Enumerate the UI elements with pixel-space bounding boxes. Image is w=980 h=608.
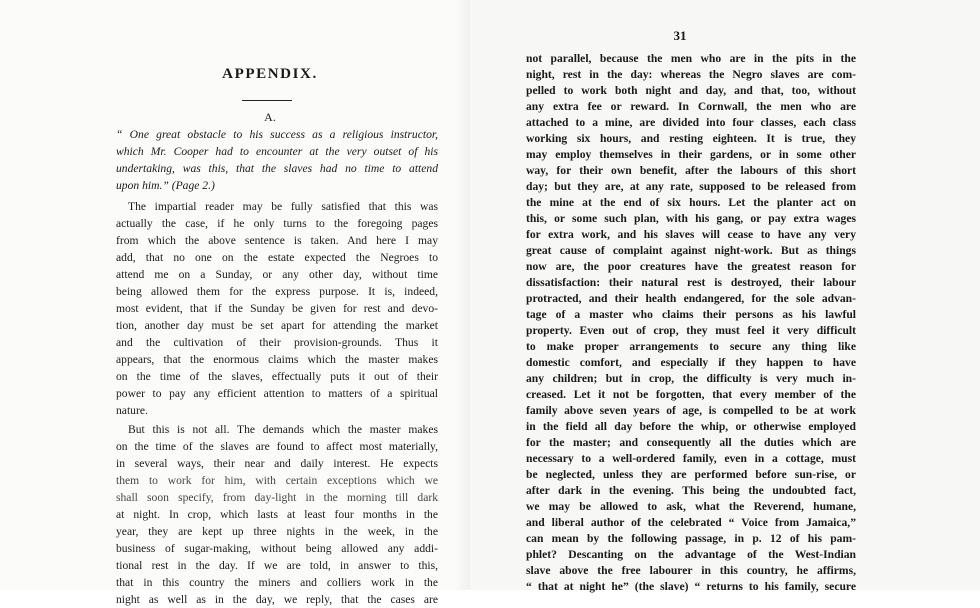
body-line: phlet? Descanting on the advantage of the West-Indian xyxy=(526,548,856,561)
body-line: for extra work, and his slaves will cease to have any very xyxy=(526,228,856,241)
body-line: to make proper arrangements to secure any thing like xyxy=(526,340,856,353)
section-letter: A. xyxy=(264,110,276,124)
body-line: night, rest in the day: whereas the Negro slaves are com- xyxy=(526,68,856,81)
body-line: being allowed them for the express purpose. It is, indeed, xyxy=(116,285,438,298)
body-line: in several ways, their near and daily interest. He expects xyxy=(116,457,438,470)
body-line: But this is not all. The demands which the master makes xyxy=(128,423,438,436)
body-line: night as well as in the day, we reply, that the cases are xyxy=(116,593,438,606)
body-line: after dark in the evening. This being the undoubted fact, xyxy=(526,484,856,497)
body-line: tage of a master who claims their persons as his lawful xyxy=(526,308,856,321)
body-line: and liberal author of the celebrated “ Voice from Jamaica,” xyxy=(526,516,856,529)
body-line: dissatisfaction: their natural rest is destroyed, their labour xyxy=(526,276,856,289)
page-number: 31 xyxy=(673,28,687,43)
quote-line: upon him.” (Page 2.) xyxy=(116,179,215,192)
appendix-heading: APPENDIX. xyxy=(222,66,318,82)
body-line: on the time of the slaves are found to affect most materially, xyxy=(116,440,438,453)
body-line: from which the above sentence is taken. And here I may xyxy=(116,234,438,247)
body-line: at night. In crop, which lasts at least four months in the xyxy=(116,508,438,521)
body-line: day; but they are, at any rate, supposed to be released from xyxy=(526,180,856,193)
body-line: we may be allowed to ask, what the Reverend, humane, xyxy=(526,500,856,513)
body-line: on the time of the slaves, effectually puts it out of their xyxy=(116,370,438,383)
body-line: way, for their own benefit, after the labours of this short xyxy=(526,164,856,177)
right-page xyxy=(470,0,980,593)
body-line: them to work for him, with certain exceptions which we xyxy=(116,474,438,487)
body-line: necessary to a well-ordered family, even in a cottage, must xyxy=(526,452,856,465)
body-line: add, that no one on the estate expected the Negroes to xyxy=(116,251,438,264)
body-line: any children; but in crop, the difficulty is very much in- xyxy=(526,372,856,385)
body-line: be neglected, unless they are performed before sun-rise, or xyxy=(526,468,856,481)
body-line: year, they are kept up three nights in the week, in the xyxy=(116,525,438,538)
body-line: for the master; and consequently all the duties which are xyxy=(526,436,856,449)
body-line: nature. xyxy=(116,404,148,417)
body-line: actually the case, if he only turns to the foregoing pages xyxy=(116,217,438,230)
body-line: working six hours, and resting eighteen. It is true, they xyxy=(526,132,856,145)
body-line: appears, that the enormous claims which the master makes xyxy=(116,353,438,366)
body-line: not parallel, because the men who are in the pits in the xyxy=(526,52,856,65)
body-line: this, or some such plan, with his gang, or pay extra wages xyxy=(526,212,856,225)
body-line: and the cultivation of their provision-grounds. Thus it xyxy=(116,336,438,349)
body-line: slave above the free labourer in this country, he affirms, xyxy=(526,564,856,577)
body-line: attached to a mine, are divided into four classes, each class xyxy=(526,116,856,129)
body-line: may employ themselves in their gardens, or in some other xyxy=(526,148,856,161)
body-line: power to pay any efficient attention to matters of a spiritual xyxy=(116,387,438,400)
body-line: domestic comfort, and especially if they happen to have xyxy=(526,356,856,369)
body-line: The impartial reader may be fully satisfied that this was xyxy=(128,200,438,213)
body-line: property. Even out of crop, they must feel it very difficult xyxy=(526,324,856,337)
body-line: “ that at night he” (the slave) “ returns to his family, secure xyxy=(526,580,856,593)
left-page xyxy=(0,0,470,606)
body-line: business of sugar-making, without being allowed any addi- xyxy=(116,542,438,555)
body-line: protracted, and their health endangered, for the sole advan- xyxy=(526,292,856,305)
body-line: shall soon specify, from day-light in the morning till dark xyxy=(116,491,438,504)
body-line: in the field all day before the whip, or otherwise employed xyxy=(526,420,856,433)
heading-rule xyxy=(242,100,292,101)
quote-line: which Mr. Cooper had to encounter at the very outset of his xyxy=(116,145,438,158)
body-line: family above seven years of age, is compelled to be at work xyxy=(526,404,856,417)
body-line: attend me on a Sunday, or any other day, without time xyxy=(116,268,438,281)
body-line: pelled to work both night and day, and that, too, without xyxy=(526,84,856,97)
body-line: great cause of complaint against night-work. But as things xyxy=(526,244,856,257)
quote-line: undertaking, was this, that the slaves had no time to attend xyxy=(116,162,438,175)
body-line: the mine at the end of six hours. Let the planter act on xyxy=(526,196,856,209)
body-line: now are, the poor creatures have the greatest reason for xyxy=(526,260,856,273)
body-line: most evident, that if the Sunday be given for rest and devo- xyxy=(116,302,438,315)
body-line: any extra fee or reward. In Cornwall, the men who are xyxy=(526,100,856,113)
body-line: tional rest in the day. If we are told, in answer to this, xyxy=(116,559,438,572)
body-line: can mean by the following passage, in p. 12 of his pam- xyxy=(526,532,856,545)
quote-line: “ One great obstacle to his success as a religious instructor, xyxy=(116,128,438,141)
body-line: that in this country the miners and colliers work in the xyxy=(116,576,438,589)
body-line: creased. Let it not be forgotten, that every member of the xyxy=(526,388,856,401)
body-line: tion, another day must be set apart for attending the market xyxy=(116,319,438,332)
